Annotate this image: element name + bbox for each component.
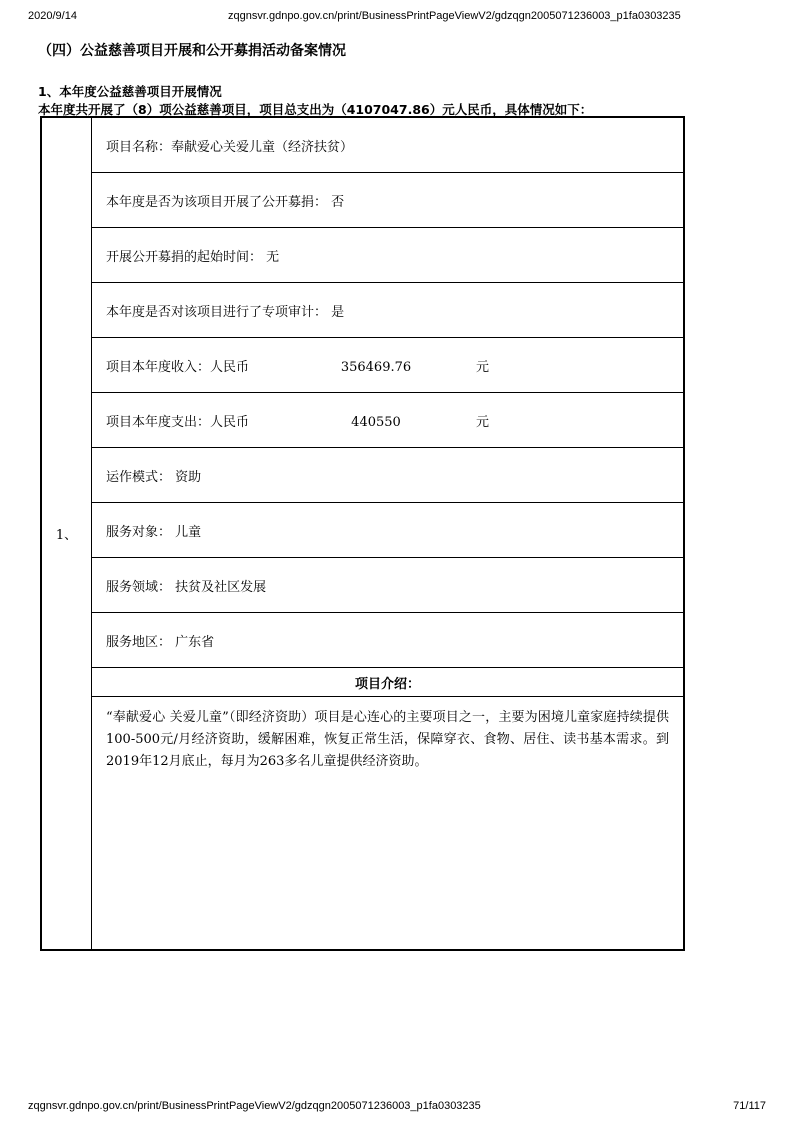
table-row: [41, 448, 684, 503]
income-row: [92, 338, 685, 393]
expense-value: 440550: [351, 414, 401, 430]
page-number: 71/117: [733, 1100, 766, 1112]
service-target: 服务对象： 儿童: [92, 503, 685, 558]
print-url: zqgnsvr.gdnpo.gov.cn/print/BusinessPrintPageViewV2/gdzqgn2005071236003_p1fa0303235: [228, 10, 681, 22]
footer-url: zqgnsvr.gdnpo.gov.cn/print/BusinessPrintPageViewV2/gdzqgn2005071236003_p1fa0303235: [28, 1100, 481, 1112]
section-title: （四）公益慈善项目开展和公开募捐活动备案情况: [38, 43, 346, 59]
income-label: 项目本年度收入：人民币: [106, 359, 250, 375]
public-fundraising: 本年度是否为该项目开展了公开募捐： 否: [92, 173, 685, 228]
table-row: [41, 338, 684, 393]
table-row: [41, 117, 684, 173]
subsection-title: 1、本年度公益慈善项目开展情况: [38, 84, 222, 99]
table-row: [41, 503, 684, 558]
table-row: [41, 697, 684, 951]
expense-row: [92, 393, 685, 448]
table-row: [41, 393, 684, 448]
intro-heading: 项目介绍：: [92, 668, 685, 697]
expense-label: 项目本年度支出：人民币: [106, 414, 250, 430]
table-row: [41, 558, 684, 613]
project-table: [40, 116, 685, 951]
table-row: [41, 283, 684, 338]
service-area: 服务地区： 广东省: [92, 613, 685, 668]
special-audit: 本年度是否对该项目进行了专项审计： 是: [92, 283, 685, 338]
project-index: 1、: [41, 117, 92, 950]
income-value: 356469.76: [340, 359, 412, 375]
project-summary: 本年度共开展了（8）项公益慈善项目，项目总支出为（4107047.86）元人民币，具体情况如下：: [38, 102, 593, 117]
table-row: [41, 173, 684, 228]
table-row: [41, 613, 684, 668]
fundraising-start-time: 开展公开募捐的起始时间： 无: [92, 228, 685, 283]
operation-mode: 运作模式： 资助: [92, 448, 685, 503]
income-unit: 元: [476, 359, 490, 375]
project-name: 项目名称：奉献爱心关爱儿童（经济扶贫）: [92, 117, 685, 173]
print-date: 2020/9/14: [28, 10, 77, 22]
service-field: 服务领域： 扶贫及社区发展: [92, 558, 685, 613]
expense-unit: 元: [476, 414, 490, 430]
table-row: [41, 228, 684, 283]
table-row: [41, 668, 684, 697]
intro-text: “奉献爱心 关爱儿童”（即经济资助）项目是心连心的主要项目之一，主要为困境儿童家庭持续提供100-500元/月经济资助，缓解困难，恢复正常生活，保障穿衣、食物、居住、读书基本需求。到2019年12月底止，每月为263多名儿童提供经济资助。: [92, 697, 685, 951]
